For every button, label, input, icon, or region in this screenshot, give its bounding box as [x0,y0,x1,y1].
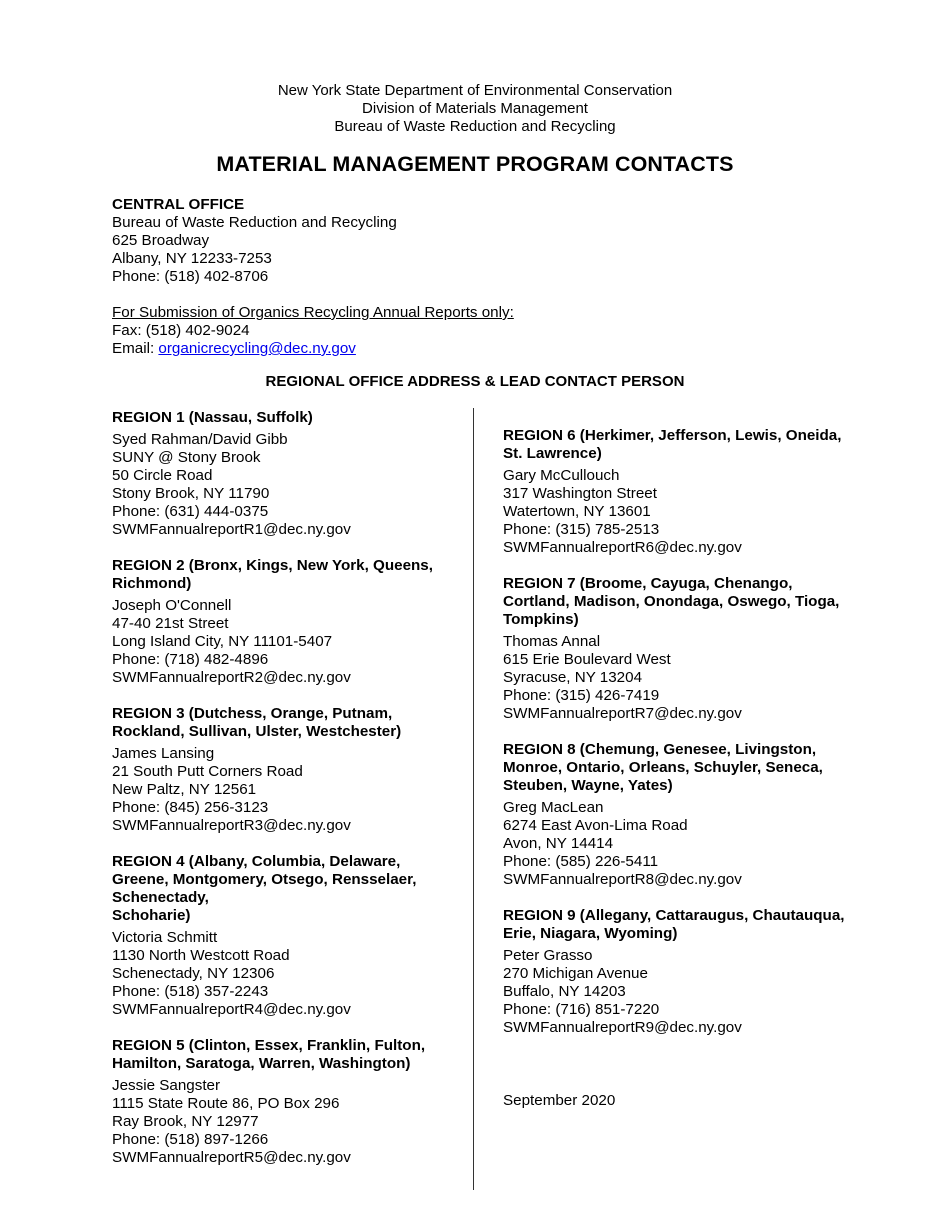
contact-email: SWMFannualreportR4@dec.ny.gov [112,1001,351,1018]
region-heading: REGION 9 (Allegany, Cattaraugus, Chautauqua, Erie, Niagara, Wyoming) [503,907,845,942]
region-block [112,1037,457,1167]
document-date: September 2020 [503,1092,616,1109]
regions-left-column [112,409,457,1185]
contact-line: Phone: (315) 426-7419 [503,687,660,704]
contact-line: 6274 East Avon-Lima Road [503,817,688,834]
region-heading: REGION 7 (Broome, Cayuga, Chenango, Cortland, Madison, Onondaga, Oswego, Tioga, Tompkins) [503,575,840,628]
region-block [503,907,848,1037]
contact-line: 317 Washington Street [503,485,657,502]
contact-line: 47-40 21st Street [112,615,229,632]
central-office-heading: CENTRAL OFFICE [112,196,245,213]
contact-name: Victoria Schmitt [112,929,218,946]
contact-line: 270 Michigan Avenue [503,965,648,982]
agency-name: New York State Department of Environmental Conservation [277,82,673,99]
contact-email: SWMFannualreportR7@dec.ny.gov [503,705,742,722]
central-office-fax: Fax: (518) 402-9024 [112,322,250,339]
bureau-name: Bureau of Waste Reduction and Recycling [334,118,616,135]
contact-email: SWMFannualreportR8@dec.ny.gov [503,871,742,888]
contact-name: Gary McCullouch [503,467,620,484]
contact-line: 1115 State Route 86, PO Box 296 [112,1095,340,1112]
contact-line: Ray Brook, NY 12977 [112,1113,259,1130]
regions-right-column [503,427,848,1055]
region-heading: REGION 1 (Nassau, Suffolk) [112,409,313,426]
contact-line: Phone: (585) 226-5411 [503,853,659,870]
region-block [112,853,457,1019]
contact-line: Phone: (716) 851-7220 [503,1001,660,1018]
contact-name: Syed Rahman/David Gibb [112,431,288,448]
region-heading: REGION 4 (Albany, Columbia, Delaware, Greene, Montgomery, Otsego, Rensselaer, Schenectady, Schoharie) [112,853,417,924]
contact-name: James Lansing [112,745,215,762]
central-office-email-row [112,340,514,358]
contact-line: Watertown, NY 13601 [503,503,651,520]
central-office-line: Albany, NY 12233-7253 [112,250,272,267]
contact-line: Phone: (845) 256-3123 [112,799,269,816]
region-block [503,741,848,889]
contact-line: 1130 North Westcott Road [112,947,290,964]
regional-section-title: REGIONAL OFFICE ADDRESS & LEAD CONTACT PERSON [265,373,685,390]
region-block [112,705,457,835]
contact-name: Peter Grasso [503,947,593,964]
contact-email: SWMFannualreportR1@dec.ny.gov [112,521,351,538]
contact-email: SWMFannualreportR3@dec.ny.gov [112,817,351,834]
region-heading: REGION 3 (Dutchess, Orange, Putnam, Rockland, Sullivan, Ulster, Westchester) [112,705,402,740]
organics-note: For Submission of Organics Recycling Annual Reports only: [112,304,514,321]
region-block [503,575,848,723]
contact-line: Schenectady, NY 12306 [112,965,275,982]
region-heading: REGION 8 (Chemung, Genesee, Livingston, Monroe, Ontario, Orleans, Schuyler, Seneca, Steuben, Wayne, Yates) [503,741,823,794]
contact-line: Syracuse, NY 13204 [503,669,643,686]
contact-email: SWMFannualreportR5@dec.ny.gov [112,1149,351,1166]
central-office-line: Bureau of Waste Reduction and Recycling [112,214,397,231]
organics-email-link[interactable]: organicrecycling@dec.ny.gov [158,340,356,357]
contact-name: Greg MacLean [503,799,604,816]
contact-line: Phone: (315) 785-2513 [503,521,660,538]
contact-line: Avon, NY 14414 [503,835,614,852]
email-label: Email: [112,340,159,357]
region-heading: REGION 6 (Herkimer, Jefferson, Lewis, Oneida, St. Lawrence) [503,427,842,462]
contact-line: SUNY @ Stony Brook [112,449,261,466]
division-name: Division of Materials Management [362,100,588,117]
page-title: MATERIAL MANAGEMENT PROGRAM CONTACTS [216,152,734,176]
contact-line: New Paltz, NY 12561 [112,781,257,798]
region-block [112,409,457,539]
central-office-line: 625 Broadway [112,232,210,249]
contact-line: Phone: (518) 897-1266 [112,1131,269,1148]
contact-line: Long Island City, NY 11101-5407 [112,633,333,650]
contact-line: Phone: (631) 444-0375 [112,503,269,520]
contact-email: SWMFannualreportR6@dec.ny.gov [503,539,742,556]
contact-email: SWMFannualreportR9@dec.ny.gov [503,1019,742,1036]
contact-line: 50 Circle Road [112,467,213,484]
column-divider [473,408,474,1190]
region-block [503,427,848,557]
contact-name: Thomas Annal [503,633,601,650]
contact-line: Stony Brook, NY 11790 [112,485,270,502]
contact-line: Phone: (718) 482-4896 [112,651,269,668]
region-heading: REGION 2 (Bronx, Kings, New York, Queens, Richmond) [112,557,433,592]
contact-name: Jessie Sangster [112,1077,221,1094]
contact-line: Buffalo, NY 14203 [503,983,626,1000]
contact-line: 21 South Putt Corners Road [112,763,303,780]
region-block [112,557,457,687]
contact-line: Phone: (518) 357-2243 [112,983,269,1000]
contact-name: Joseph O'Connell [112,597,232,614]
region-heading: REGION 5 (Clinton, Essex, Franklin, Fulton, Hamilton, Saratoga, Warren, Washington) [112,1037,426,1072]
contact-line: 615 Erie Boulevard West [503,651,671,668]
contact-email: SWMFannualreportR2@dec.ny.gov [112,669,351,686]
central-office-phone: Phone: (518) 402-8706 [112,268,269,285]
agency-header [0,82,950,136]
central-office-block [112,196,514,358]
